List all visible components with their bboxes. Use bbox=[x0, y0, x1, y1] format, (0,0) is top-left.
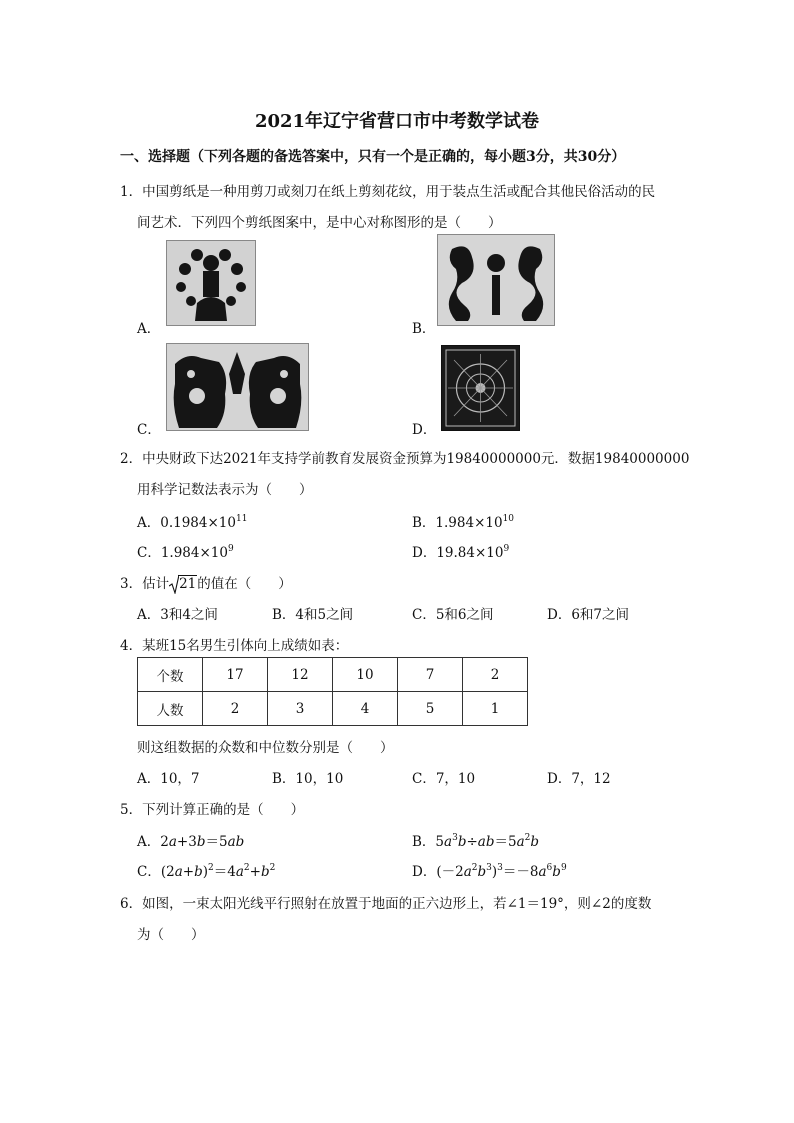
table-cell: 2 bbox=[203, 692, 268, 726]
table-row bbox=[138, 692, 528, 726]
q2-line2: 用科学记数法表示为（ ） bbox=[137, 482, 313, 498]
sqrt-symbol: 21 bbox=[169, 576, 197, 592]
table-cell: 7 bbox=[398, 658, 463, 692]
q5-option-b: B．$5a^3b\div ab=5a^2b$ bbox=[412, 833, 540, 850]
q6-line1: 6．如图，一束太阳光线平行照射在放置于地面的正六边形上，若∠1＝19°，则∠2的度数 bbox=[120, 896, 652, 912]
table-cell: 人数 bbox=[138, 692, 203, 726]
table-cell: 3 bbox=[268, 692, 333, 726]
q1-option-c-label: C． bbox=[137, 422, 161, 438]
table-cell: 5 bbox=[398, 692, 463, 726]
table-cell: 2 bbox=[463, 658, 528, 692]
page-title: 2021年辽宁省营口市中考数学试卷 bbox=[254, 111, 540, 132]
q2-option-a: A．$0.1984\times 10^{11}$ bbox=[137, 514, 248, 531]
section-heading: 一、选择题（下列各题的备选答案中，只有一个是正确的，每小题3分，共30分） bbox=[120, 149, 626, 165]
q3-option-d: D．6和7之间 bbox=[547, 607, 630, 623]
q3-stem: 3．估计 21的值在（ ） bbox=[120, 576, 292, 592]
papercut-image-b bbox=[437, 234, 555, 326]
papercut-image-a bbox=[166, 240, 256, 326]
q5-option-a: A．2a+3b＝5ab bbox=[137, 834, 245, 850]
papercut-image-d bbox=[441, 345, 520, 431]
q3-option-c: C．5和6之间 bbox=[412, 607, 494, 623]
q3-option-a: A．3和4之间 bbox=[137, 607, 218, 623]
q5-option-d: D．$(-2a^2b^3)^3=-8a^6b^9$ bbox=[412, 863, 567, 880]
papercut-image-c bbox=[166, 343, 309, 431]
table-cell: 1 bbox=[463, 692, 528, 726]
q1-option-b-label: B． bbox=[412, 321, 436, 337]
q5-option-c: C．$(2a+b)^2=4a^2+b^2$ bbox=[137, 863, 276, 880]
q1-option-a-label: A． bbox=[137, 321, 161, 337]
table-cell: 10 bbox=[333, 658, 398, 692]
q4-option-b: B．10，10 bbox=[272, 771, 344, 787]
q4-option-a: A．10，7 bbox=[137, 771, 200, 787]
table-cell: 17 bbox=[203, 658, 268, 692]
q1-line2: 间艺术．下列四个剪纸图案中，是中心对称图形的是（ ） bbox=[137, 215, 502, 231]
table-cell: 12 bbox=[268, 658, 333, 692]
q1-line1: 1．中国剪纸是一种用剪刀或刻刀在纸上剪刻花纹，用于装点生活或配合其他民俗活动的民 bbox=[120, 184, 656, 200]
q2-line1: 2．中央财政下达2021年支持学前教育发展资金预算为19840000000元．数据19840000000 bbox=[120, 451, 690, 467]
table-cell: 4 bbox=[333, 692, 398, 726]
q4-line2: 则这组数据的众数和中位数分别是（ ） bbox=[137, 740, 394, 756]
q4-option-d: D．7，12 bbox=[547, 771, 611, 787]
q6-line2: 为（ ） bbox=[137, 927, 205, 943]
q4-line1: 4．某班15名男生引体向上成绩如表： bbox=[120, 638, 349, 654]
q2-option-b: B．$1.984\times 10^{10}$ bbox=[412, 514, 515, 531]
q1-option-d-label: D． bbox=[412, 422, 437, 438]
q2-option-c: C．$1.984\times 10^9$ bbox=[137, 544, 234, 561]
q4-option-c: C．7，10 bbox=[412, 771, 476, 787]
q5-line1: 5．下列计算正确的是（ ） bbox=[120, 802, 305, 818]
table-cell: 个数 bbox=[138, 658, 203, 692]
table-row bbox=[138, 658, 528, 692]
q3-option-b: B．4和5之间 bbox=[272, 607, 354, 623]
q2-option-d: D．$19.84\times 10^9$ bbox=[412, 544, 510, 561]
score-table bbox=[137, 657, 528, 726]
